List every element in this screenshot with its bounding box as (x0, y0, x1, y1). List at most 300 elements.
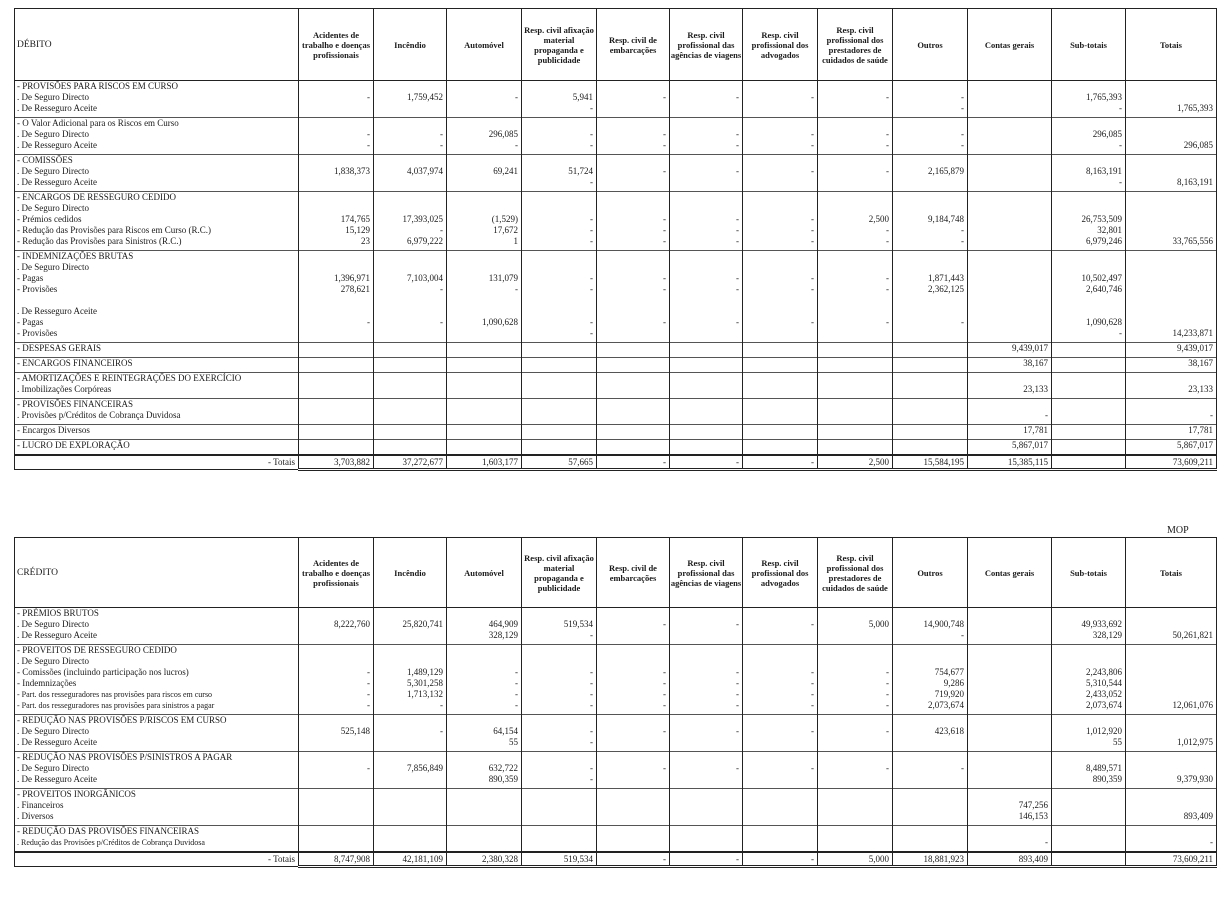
cell-value (1052, 752, 1122, 763)
col-header-travel-agencies: Resp. civil profissional das agências de viagens (670, 9, 743, 81)
cell-totals (1126, 789, 1217, 826)
cell-others (893, 826, 968, 853)
cell-value: 8,163,191 (1177, 177, 1213, 187)
cell-value (893, 410, 964, 421)
cell-value (447, 789, 518, 800)
cell-subtotals (1052, 826, 1126, 853)
cell-value (968, 700, 1048, 711)
cell-value: - (886, 667, 889, 677)
cell-auto (447, 645, 522, 715)
cell-value (1052, 155, 1122, 166)
cell-advertising (522, 715, 597, 752)
cell-accidents (299, 399, 374, 425)
cell-value (299, 328, 370, 339)
cell-value: - (663, 92, 666, 102)
row-label: - Pagas (17, 273, 44, 283)
cell-value (597, 789, 666, 800)
cell-value (1052, 295, 1122, 306)
cell-value (374, 103, 443, 114)
cell-travel-agencies (670, 251, 743, 343)
cell-general-accounts (968, 715, 1052, 752)
cell-travel-agencies (670, 358, 743, 373)
cell-value (1052, 715, 1122, 726)
cell-value (1126, 726, 1213, 737)
cell-value: 1,012,975 (1177, 737, 1213, 747)
cell-value: 1,871,443 (928, 273, 964, 283)
cell-value: - (736, 214, 739, 224)
cell-value (299, 425, 370, 436)
cell-auto (447, 752, 522, 789)
cell-value: - (736, 140, 739, 150)
cell-value (1126, 225, 1213, 236)
cell-value (968, 118, 1048, 129)
cell-value (299, 203, 370, 214)
cell-value (1126, 214, 1213, 225)
cell-fire (374, 373, 447, 399)
cell-advertising (522, 608, 597, 645)
cell-value (447, 192, 518, 203)
cell-value (597, 103, 666, 114)
debit-group (15, 192, 1217, 251)
cell-accidents (299, 608, 374, 645)
cell-general-accounts (968, 155, 1052, 192)
cell-general-accounts (968, 358, 1052, 373)
cell-totals (1126, 645, 1217, 715)
cell-value (1126, 678, 1213, 689)
cell-value (818, 155, 889, 166)
row-label: - Part. dos resseguradores nas provisões para riscos em curso (17, 690, 213, 699)
cell-value (670, 715, 739, 726)
cell-value (743, 343, 814, 354)
cell-value: - (367, 92, 370, 102)
cell-lawyers (743, 155, 818, 192)
cell-accidents (299, 645, 374, 715)
cell-value: 8,222,760 (334, 619, 370, 629)
cell-subtotals (1052, 192, 1126, 251)
cell-value: 7,856,849 (407, 763, 443, 773)
cell-value (299, 811, 370, 822)
row-label: . De Seguro Directo (17, 166, 89, 176)
cell-value: - (515, 140, 518, 150)
cell-value (893, 440, 964, 451)
cell-value (743, 328, 814, 339)
cell-accidents (299, 81, 374, 118)
cell-travel-agencies (670, 399, 743, 425)
cell-health-providers (818, 251, 893, 343)
cell-others (893, 440, 968, 456)
credit-group (15, 826, 1217, 853)
cell-value (374, 203, 443, 214)
cell-value (968, 789, 1048, 800)
cell-value (893, 737, 964, 748)
row-label: - PROVISÕES PARA RISCOS EM CURSO (17, 81, 178, 91)
credit-title: CRÉDITO (15, 538, 299, 608)
cell-value: - (440, 140, 443, 150)
cell-value: - (663, 129, 666, 139)
total-subtotals (1052, 852, 1126, 867)
row-label: - Redução das Provisões para Sinistros (R.C.) (17, 236, 182, 246)
cell-value: - (663, 700, 666, 710)
cell-value (670, 774, 739, 785)
cell-value (670, 358, 739, 369)
cell-value (374, 399, 443, 410)
cell-value (670, 343, 739, 354)
cell-auto (447, 715, 522, 752)
cell-value (522, 251, 593, 262)
cell-general-accounts (968, 645, 1052, 715)
cell-value (968, 726, 1048, 737)
cell-value: - (886, 726, 889, 736)
cell-value (1052, 251, 1122, 262)
cell-value: - (736, 166, 739, 176)
cell-accidents (299, 440, 374, 456)
col-header-accidents: Acidentes de trabalho e doenças profissionais (299, 9, 374, 81)
row-labels (15, 608, 299, 645)
debit-group (15, 118, 1217, 155)
cell-value (968, 667, 1048, 678)
cell-value: 14,900,748 (923, 619, 964, 629)
credit-totals-row (15, 852, 1217, 867)
cell-value: 23 (361, 236, 370, 246)
cell-value (299, 306, 370, 317)
cell-value (1052, 384, 1122, 395)
cell-value: 2,433,052 (1086, 689, 1122, 699)
cell-value: - (811, 689, 814, 699)
cell-value (893, 295, 964, 306)
cell-value: 1,090,628 (1086, 317, 1122, 327)
cell-value (597, 81, 666, 92)
cell-subtotals (1052, 155, 1126, 192)
cell-value: - (961, 236, 964, 246)
cell-value (1052, 800, 1122, 811)
cell-value (447, 608, 518, 619)
cell-value (670, 608, 739, 619)
cell-value (743, 306, 814, 317)
cell-value (1052, 656, 1122, 667)
cell-subtotals (1052, 789, 1126, 826)
debit-group (15, 251, 1217, 343)
cell-value (522, 118, 593, 129)
cell-vessels (597, 358, 670, 373)
cell-vessels (597, 425, 670, 440)
cell-value (1126, 317, 1213, 328)
cell-fire (374, 789, 447, 826)
cell-value: 10,502,497 (1081, 273, 1122, 283)
cell-value (893, 837, 964, 848)
cell-accidents (299, 251, 374, 343)
cell-totals (1126, 715, 1217, 752)
cell-advertising (522, 440, 597, 456)
row-labels (15, 826, 299, 853)
cell-value (374, 306, 443, 317)
cell-subtotals (1052, 81, 1126, 118)
cell-totals (1126, 373, 1217, 399)
cell-value (597, 192, 666, 203)
cell-advertising (522, 81, 597, 118)
col-header-travel-agencies: Resp. civil profissional das agências de viagens (670, 538, 743, 608)
credit-group (15, 715, 1217, 752)
cell-value (968, 140, 1048, 151)
total-accidents: 8,747,908 (299, 852, 374, 867)
cell-value: - (811, 225, 814, 235)
cell-value: - (961, 140, 964, 150)
cell-value (1126, 306, 1213, 317)
debit-group (15, 155, 1217, 192)
cell-value (818, 800, 889, 811)
cell-value (597, 425, 666, 436)
cell-general-accounts (968, 826, 1052, 853)
cell-value (818, 752, 889, 763)
cell-value: - (961, 317, 964, 327)
total-travel-agencies: - (670, 455, 743, 470)
cell-value: - (736, 726, 739, 736)
cell-health-providers (818, 826, 893, 853)
debit-header-row (15, 9, 1217, 81)
col-header-others: Outros (893, 9, 968, 81)
cell-auto (447, 118, 522, 155)
cell-value (743, 358, 814, 369)
row-label: . De Resseguro Aceite (17, 177, 97, 187)
cell-value: 1,838,373 (334, 166, 370, 176)
row-labels (15, 715, 299, 752)
cell-lawyers (743, 399, 818, 425)
cell-totals (1126, 399, 1217, 425)
cell-accidents (299, 192, 374, 251)
cell-value: 1,489,129 (407, 667, 443, 677)
cell-value (447, 328, 518, 339)
cell-others (893, 81, 968, 118)
cell-value (374, 118, 443, 129)
cell-value: - (440, 129, 443, 139)
cell-value (968, 689, 1048, 700)
cell-totals (1126, 752, 1217, 789)
cell-health-providers (818, 752, 893, 789)
col-header-advertising: Resp. civil afixação material propaganda e publicidade (522, 9, 597, 81)
currency-label: MOP (1167, 525, 1189, 536)
row-label: . De Seguro Directo (17, 262, 89, 272)
cell-auto (447, 358, 522, 373)
cell-value: - (961, 103, 964, 113)
cell-value (522, 656, 593, 667)
cell-value (597, 608, 666, 619)
debit-section (14, 8, 1217, 471)
cell-value: 719,920 (934, 689, 964, 699)
cell-value (743, 800, 814, 811)
cell-advertising (522, 425, 597, 440)
cell-value: 17,781 (1188, 425, 1213, 435)
cell-value (447, 826, 518, 837)
cell-value: - (440, 726, 443, 736)
cell-value: - (590, 774, 593, 784)
cell-value (893, 608, 964, 619)
cell-subtotals (1052, 358, 1126, 373)
total-travel-agencies: - (670, 852, 743, 867)
row-label: . De Resseguro Aceite (17, 737, 97, 747)
cell-value: - (590, 726, 593, 736)
cell-auto (447, 399, 522, 425)
cell-value: - (590, 678, 593, 688)
row-label: . De Resseguro Aceite (17, 774, 97, 784)
cell-value: - (663, 667, 666, 677)
cell-lawyers (743, 81, 818, 118)
cell-value (670, 800, 739, 811)
cell-value (968, 284, 1048, 295)
cell-auto (447, 826, 522, 853)
cell-value: 55 (1113, 737, 1122, 747)
cell-auto (447, 608, 522, 645)
cell-fire (374, 425, 447, 440)
cell-value (1052, 645, 1122, 656)
cell-value (818, 399, 889, 410)
cell-value: - (736, 667, 739, 677)
cell-value: 423,618 (934, 726, 964, 736)
cell-value: - (590, 236, 593, 246)
cell-value: - (736, 700, 739, 710)
cell-value (670, 737, 739, 748)
cell-value (968, 608, 1048, 619)
cell-advertising (522, 358, 597, 373)
debit-group (15, 81, 1217, 118)
cell-value (670, 81, 739, 92)
cell-value: 2,073,674 (928, 700, 964, 710)
cell-value (670, 630, 739, 641)
cell-value: - (961, 92, 964, 102)
cell-value (893, 118, 964, 129)
cell-value (818, 203, 889, 214)
cell-fire (374, 81, 447, 118)
cell-health-providers (818, 373, 893, 399)
cell-subtotals (1052, 118, 1126, 155)
cell-travel-agencies (670, 192, 743, 251)
cell-value: - (663, 284, 666, 294)
cell-others (893, 425, 968, 440)
cell-health-providers (818, 608, 893, 645)
cell-value (1126, 273, 1213, 284)
cell-value (670, 203, 739, 214)
cell-totals (1126, 192, 1217, 251)
cell-value (1052, 262, 1122, 273)
cell-value (447, 837, 518, 848)
cell-accidents (299, 715, 374, 752)
row-label: . De Seguro Directo (17, 619, 89, 629)
cell-value (1126, 129, 1213, 140)
cell-value: 464,909 (488, 619, 518, 629)
cell-value (670, 789, 739, 800)
cell-value (522, 410, 593, 421)
debit-group (15, 440, 1217, 456)
cell-travel-agencies (670, 789, 743, 826)
cell-subtotals (1052, 608, 1126, 645)
cell-value: - (590, 103, 593, 113)
col-header-auto: Automóvel (447, 538, 522, 608)
cell-value: - (590, 273, 593, 283)
cell-value (597, 203, 666, 214)
row-label: - REDUÇÃO NAS PROVISÕES P/RISCOS EM CURSO (17, 715, 227, 725)
cell-value (1126, 608, 1213, 619)
debit-group (15, 358, 1217, 373)
cell-value: 174,765 (340, 214, 370, 224)
cell-value: - (590, 129, 593, 139)
cell-value (522, 789, 593, 800)
cell-value (893, 800, 964, 811)
cell-subtotals (1052, 343, 1126, 358)
cell-value (818, 608, 889, 619)
total-others: 18,881,923 (893, 852, 968, 867)
cell-value (1126, 251, 1213, 262)
cell-general-accounts (968, 425, 1052, 440)
cell-value: - (886, 273, 889, 283)
cell-value (968, 81, 1048, 92)
row-label: - Pagas (17, 317, 44, 327)
cell-travel-agencies (670, 118, 743, 155)
cell-value: 2,500 (868, 214, 889, 224)
cell-value (1052, 826, 1122, 837)
cell-value (597, 328, 666, 339)
cell-value (968, 262, 1048, 273)
cell-others (893, 752, 968, 789)
cell-value (670, 103, 739, 114)
cell-value (893, 752, 964, 763)
cell-value (818, 192, 889, 203)
cell-value (597, 410, 666, 421)
cell-subtotals (1052, 251, 1126, 343)
cell-others (893, 715, 968, 752)
cell-value (670, 440, 739, 451)
cell-value: - (515, 678, 518, 688)
row-label: . De Seguro Directo (17, 763, 89, 773)
cell-value (818, 630, 889, 641)
cell-value (447, 262, 518, 273)
cell-value (299, 774, 370, 785)
cell-value: - (886, 284, 889, 294)
cell-value (743, 630, 814, 641)
cell-value: - (736, 689, 739, 699)
cell-value: - (590, 667, 593, 677)
cell-value: 2,640,746 (1086, 284, 1122, 294)
cell-accidents (299, 358, 374, 373)
cell-value: - (663, 689, 666, 699)
cell-accidents (299, 155, 374, 192)
cell-value (1052, 358, 1122, 369)
cell-value (670, 328, 739, 339)
col-header-vessels: Resp. civil de embarcações (597, 538, 670, 608)
cell-value: 296,085 (1092, 129, 1122, 139)
cell-value (522, 81, 593, 92)
cell-value (447, 343, 518, 354)
row-labels (15, 192, 299, 251)
cell-value (670, 155, 739, 166)
cell-value (447, 645, 518, 656)
cell-value: 17,781 (1023, 425, 1048, 435)
cell-value: - (1210, 837, 1213, 847)
row-label: . De Seguro Directo (17, 203, 89, 213)
cell-value (1126, 763, 1213, 774)
cell-value (374, 826, 443, 837)
cell-vessels (597, 81, 670, 118)
col-header-health-providers: Resp. civil profissional dos prestadores de cuidados de saúde (818, 9, 893, 81)
cell-value (893, 399, 964, 410)
cell-totals (1126, 425, 1217, 440)
col-header-fire: Incêndio (374, 9, 447, 81)
cell-value (968, 373, 1048, 384)
cell-value: 9,439,017 (1012, 343, 1048, 353)
col-header-vessels: Resp. civil de embarcações (597, 9, 670, 81)
cell-value (597, 630, 666, 641)
cell-value: - (886, 763, 889, 773)
cell-value (447, 440, 518, 451)
cell-value: - (886, 166, 889, 176)
cell-value (968, 203, 1048, 214)
